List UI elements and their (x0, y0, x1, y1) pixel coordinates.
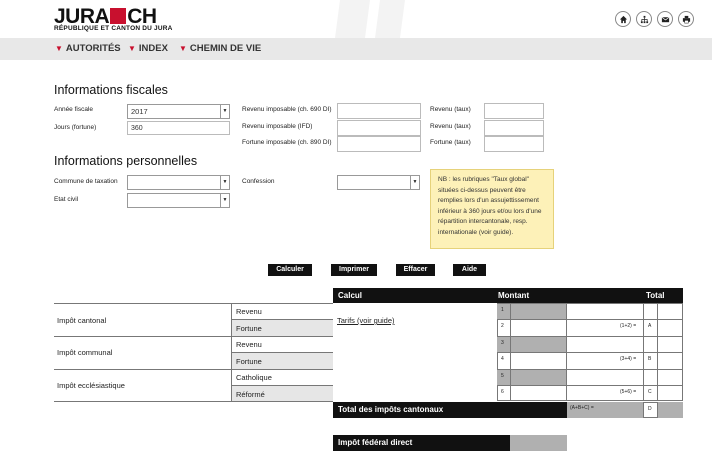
sub-revenu-cantonal: Revenu (236, 307, 262, 316)
divider (497, 319, 683, 320)
row-impot-ecclesiastique: Impôt ecclésiastique (57, 381, 125, 390)
chevron-down-icon: ▼ (220, 176, 229, 189)
logo-flag-icon (110, 8, 126, 24)
effacer-button[interactable]: Effacer (396, 264, 435, 276)
revenu-ifd-label: Revenu imposable (IFD) (242, 123, 313, 130)
federal-label: Impôt fédéral direct (338, 438, 413, 447)
divider (54, 336, 333, 337)
sub-reforme: Réformé (236, 390, 265, 399)
formula-a: (1+2) = (620, 323, 637, 329)
jours-label: Jours (fortune) (54, 124, 97, 131)
sub-revenu-communal: Revenu (236, 340, 262, 349)
tarifs-link[interactable]: Tarifs (voir guide) (337, 316, 395, 325)
letter-b: B (648, 356, 652, 362)
aide-button[interactable]: Aide (453, 264, 486, 276)
revenu-taux-label: Revenu (taux) (430, 106, 471, 113)
sub-fortune-communal: Fortune (236, 357, 262, 366)
sitemap-icon[interactable] (636, 11, 652, 27)
letter-c: C (648, 389, 652, 395)
total-cantonaux-value (658, 402, 683, 418)
chevron-down-icon: ▼ (128, 44, 136, 53)
chevron-down-icon: ▼ (179, 44, 187, 53)
revenu-taux-ifd-label: Revenu (taux) (430, 123, 471, 130)
col-total: Total (646, 291, 665, 300)
divider (497, 352, 683, 353)
revenu-taux-input[interactable] (484, 103, 544, 119)
row-num-3: 3 (501, 340, 504, 346)
fortune-taux-input[interactable] (484, 136, 544, 152)
row-num-2: 2 (501, 323, 504, 329)
chevron-down-icon: ▼ (55, 44, 63, 53)
nav-item-index[interactable]: ▼ INDEX (128, 43, 168, 54)
revenu-ifd-input[interactable] (337, 120, 421, 136)
home-icon[interactable] (615, 11, 631, 27)
jours-input[interactable]: 360 (127, 121, 230, 135)
etat-civil-select[interactable] (127, 193, 230, 208)
commune-label: Commune de taxation (54, 178, 118, 185)
sub-catholique: Catholique (236, 373, 272, 382)
watermark-graphic (330, 0, 410, 38)
formula-d: (A+B+C) = (570, 405, 594, 411)
confession-label: Confession (242, 178, 275, 185)
main-nav (0, 38, 712, 60)
chevron-down-icon: ▼ (220, 194, 229, 207)
montant-3 (511, 337, 566, 352)
divider (566, 303, 567, 401)
commune-select[interactable] (127, 175, 230, 190)
nav-item-autorites[interactable]: ▼ AUTORITÉS (55, 43, 121, 54)
divider (497, 385, 683, 386)
info-note: NB : les rubriques "Taux global" situées ci-dessus peuvent être remplies lors d'un assujettissement inférieur à 360 jours et/ou lors d'une répartition intercantonale, resp. internationale (voir guide). (430, 169, 554, 249)
section-title-fiscal: Informations fiscales (54, 83, 168, 97)
print-icon[interactable] (678, 11, 694, 27)
top-icons (615, 11, 694, 27)
imprimer-button[interactable]: Imprimer (331, 264, 377, 276)
revenu-taux-ifd-input[interactable] (484, 120, 544, 136)
revenu-imposable-input[interactable] (337, 103, 421, 119)
letter-d: D (648, 406, 652, 412)
fortune-imposable-label: Fortune imposable (ch. 890 DI) (242, 139, 332, 146)
federal-value (510, 435, 567, 451)
fortune-taux-label: Fortune (taux) (430, 139, 471, 146)
formula-c: (5+6) = (620, 389, 637, 395)
logo-subtitle: RÉPUBLIQUE ET CANTON DU JURA (54, 25, 173, 32)
divider (657, 303, 658, 401)
calculer-button[interactable]: Calculer (268, 264, 312, 276)
col-calcul: Calcul (338, 291, 363, 300)
row-num-5: 5 (501, 373, 504, 379)
col-montant: Montant (498, 291, 530, 300)
divider (54, 401, 333, 402)
fortune-imposable-input[interactable] (337, 136, 421, 152)
formula-b: (3+4) = (620, 356, 637, 362)
section-title-personnel: Informations personnelles (54, 154, 198, 168)
annee-label: Année fiscale (54, 106, 94, 113)
row-impot-cantonal: Impôt cantonal (57, 316, 107, 325)
logo-text-left: JURA (54, 5, 110, 28)
row-impot-communal: Impôt communal (57, 348, 113, 357)
mail-icon[interactable] (657, 11, 673, 27)
total-cantonaux-label: Total des impôts cantonaux (338, 405, 444, 414)
etat-civil-label: Etat civil (54, 196, 79, 203)
sub-fortune-cantonal: Fortune (236, 324, 262, 333)
row-num-6: 6 (501, 389, 504, 395)
montant-1 (511, 304, 566, 319)
nav-item-chemin-de-vie[interactable]: ▼ CHEMIN DE VIE (179, 43, 262, 54)
montant-5 (511, 370, 566, 385)
divider (54, 303, 333, 304)
chevron-down-icon: ▼ (220, 105, 229, 118)
annee-select[interactable]: 2017 ▼ (127, 104, 230, 119)
divider (643, 303, 644, 401)
confession-select[interactable] (337, 175, 420, 190)
logo-text-right: CH (127, 5, 157, 28)
row-num-4: 4 (501, 356, 504, 362)
row-num-1: 1 (501, 307, 504, 313)
divider (54, 369, 333, 370)
chevron-down-icon: ▼ (410, 176, 419, 189)
revenu-imposable-label: Revenu imposable (ch. 690 DI) (242, 106, 332, 113)
letter-a: A (648, 323, 652, 329)
